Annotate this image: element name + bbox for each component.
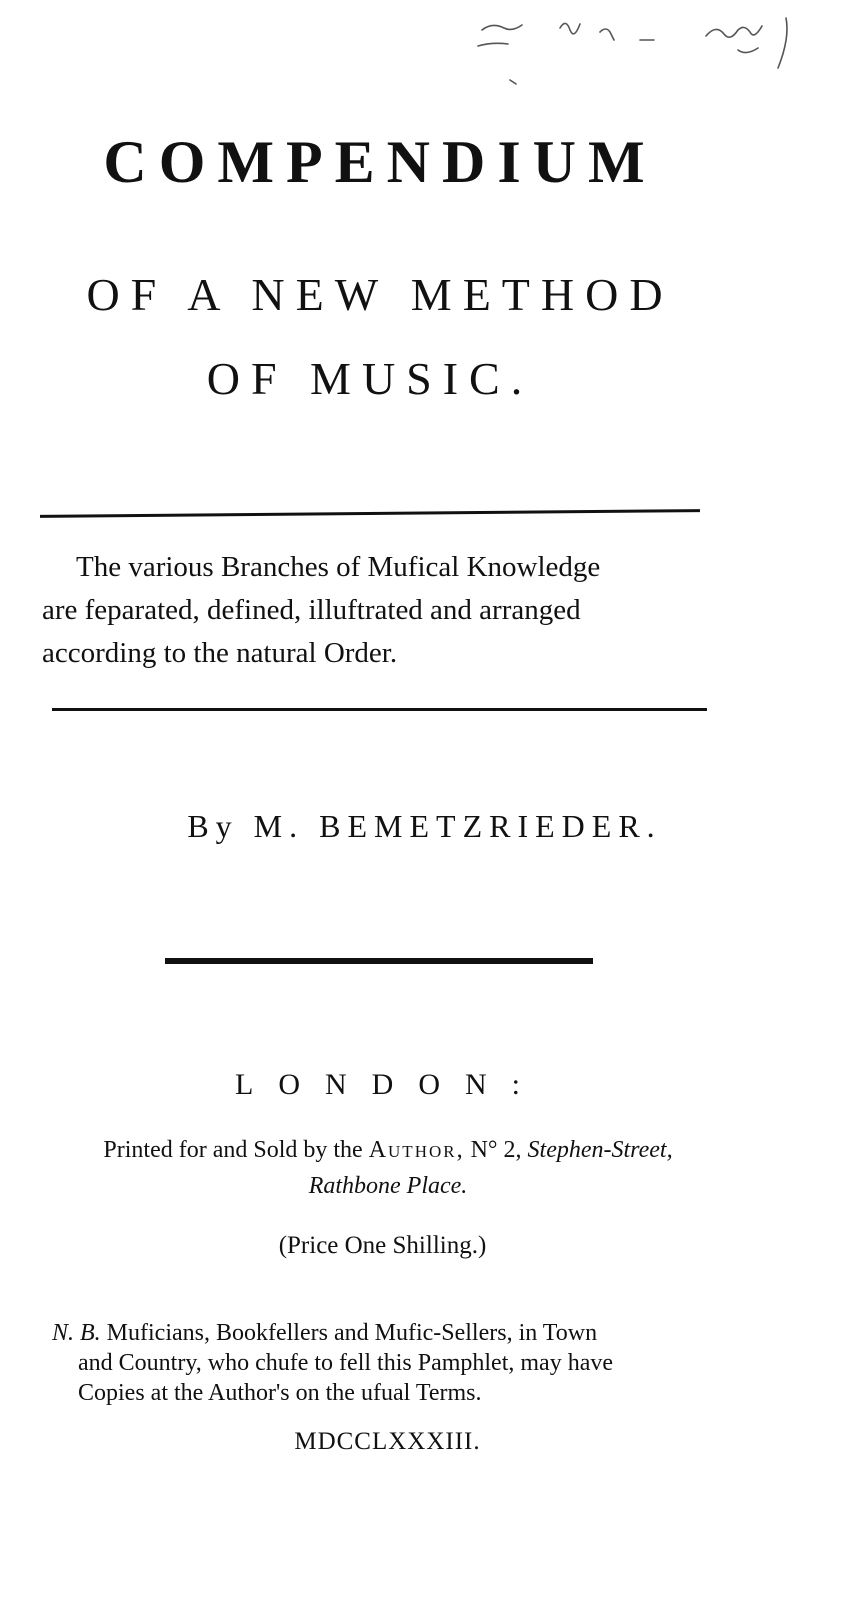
imprint-street: Stephen-Street, — [527, 1137, 673, 1163]
imprint-printer — [48, 1132, 728, 1204]
middle-divider — [52, 708, 707, 711]
handwritten-annotation — [470, 10, 810, 100]
imprint-number: N° 2, — [470, 1137, 522, 1163]
description-line-2: are feparated, defined, illuftrated and arranged — [42, 594, 581, 626]
description-paragraph — [42, 546, 710, 675]
notice-paragraph — [52, 1318, 724, 1408]
notice-line-3: Copies at the Author's on the ufual Terms. — [78, 1380, 482, 1406]
imprint-place: Rathbone Place. — [308, 1173, 468, 1199]
imprint-author-word: Author, — [368, 1137, 465, 1163]
title-line-3: OF MUSIC. — [206, 353, 534, 404]
imprint-city: LONDON: — [235, 1068, 545, 1101]
notice-label: N. B. — [52, 1320, 101, 1346]
top-divider — [40, 509, 700, 518]
description-line-1: The various Branches of Mufical Knowledge — [76, 551, 601, 583]
thick-divider — [165, 958, 593, 964]
notice-line-1: Muficians, Bookfellers and Mufic-Sellers, in Town — [106, 1320, 598, 1346]
description-line-3: according to the natural Order. — [42, 637, 398, 669]
title-line-1: COMPENDIUM — [103, 129, 657, 195]
price-line: (Price One Shilling.) — [278, 1232, 487, 1259]
author-byline: By M. BEMETZRIEDER. — [187, 808, 662, 844]
notice-line-2: and Country, who chufe to fell this Pamphlet, may have — [78, 1350, 613, 1376]
publication-year: MDCCLXXXIII. — [294, 1428, 481, 1455]
imprint-printed-prefix: Printed for and Sold by the — [103, 1137, 363, 1163]
title-line-2: OF A NEW METHOD — [86, 269, 674, 320]
